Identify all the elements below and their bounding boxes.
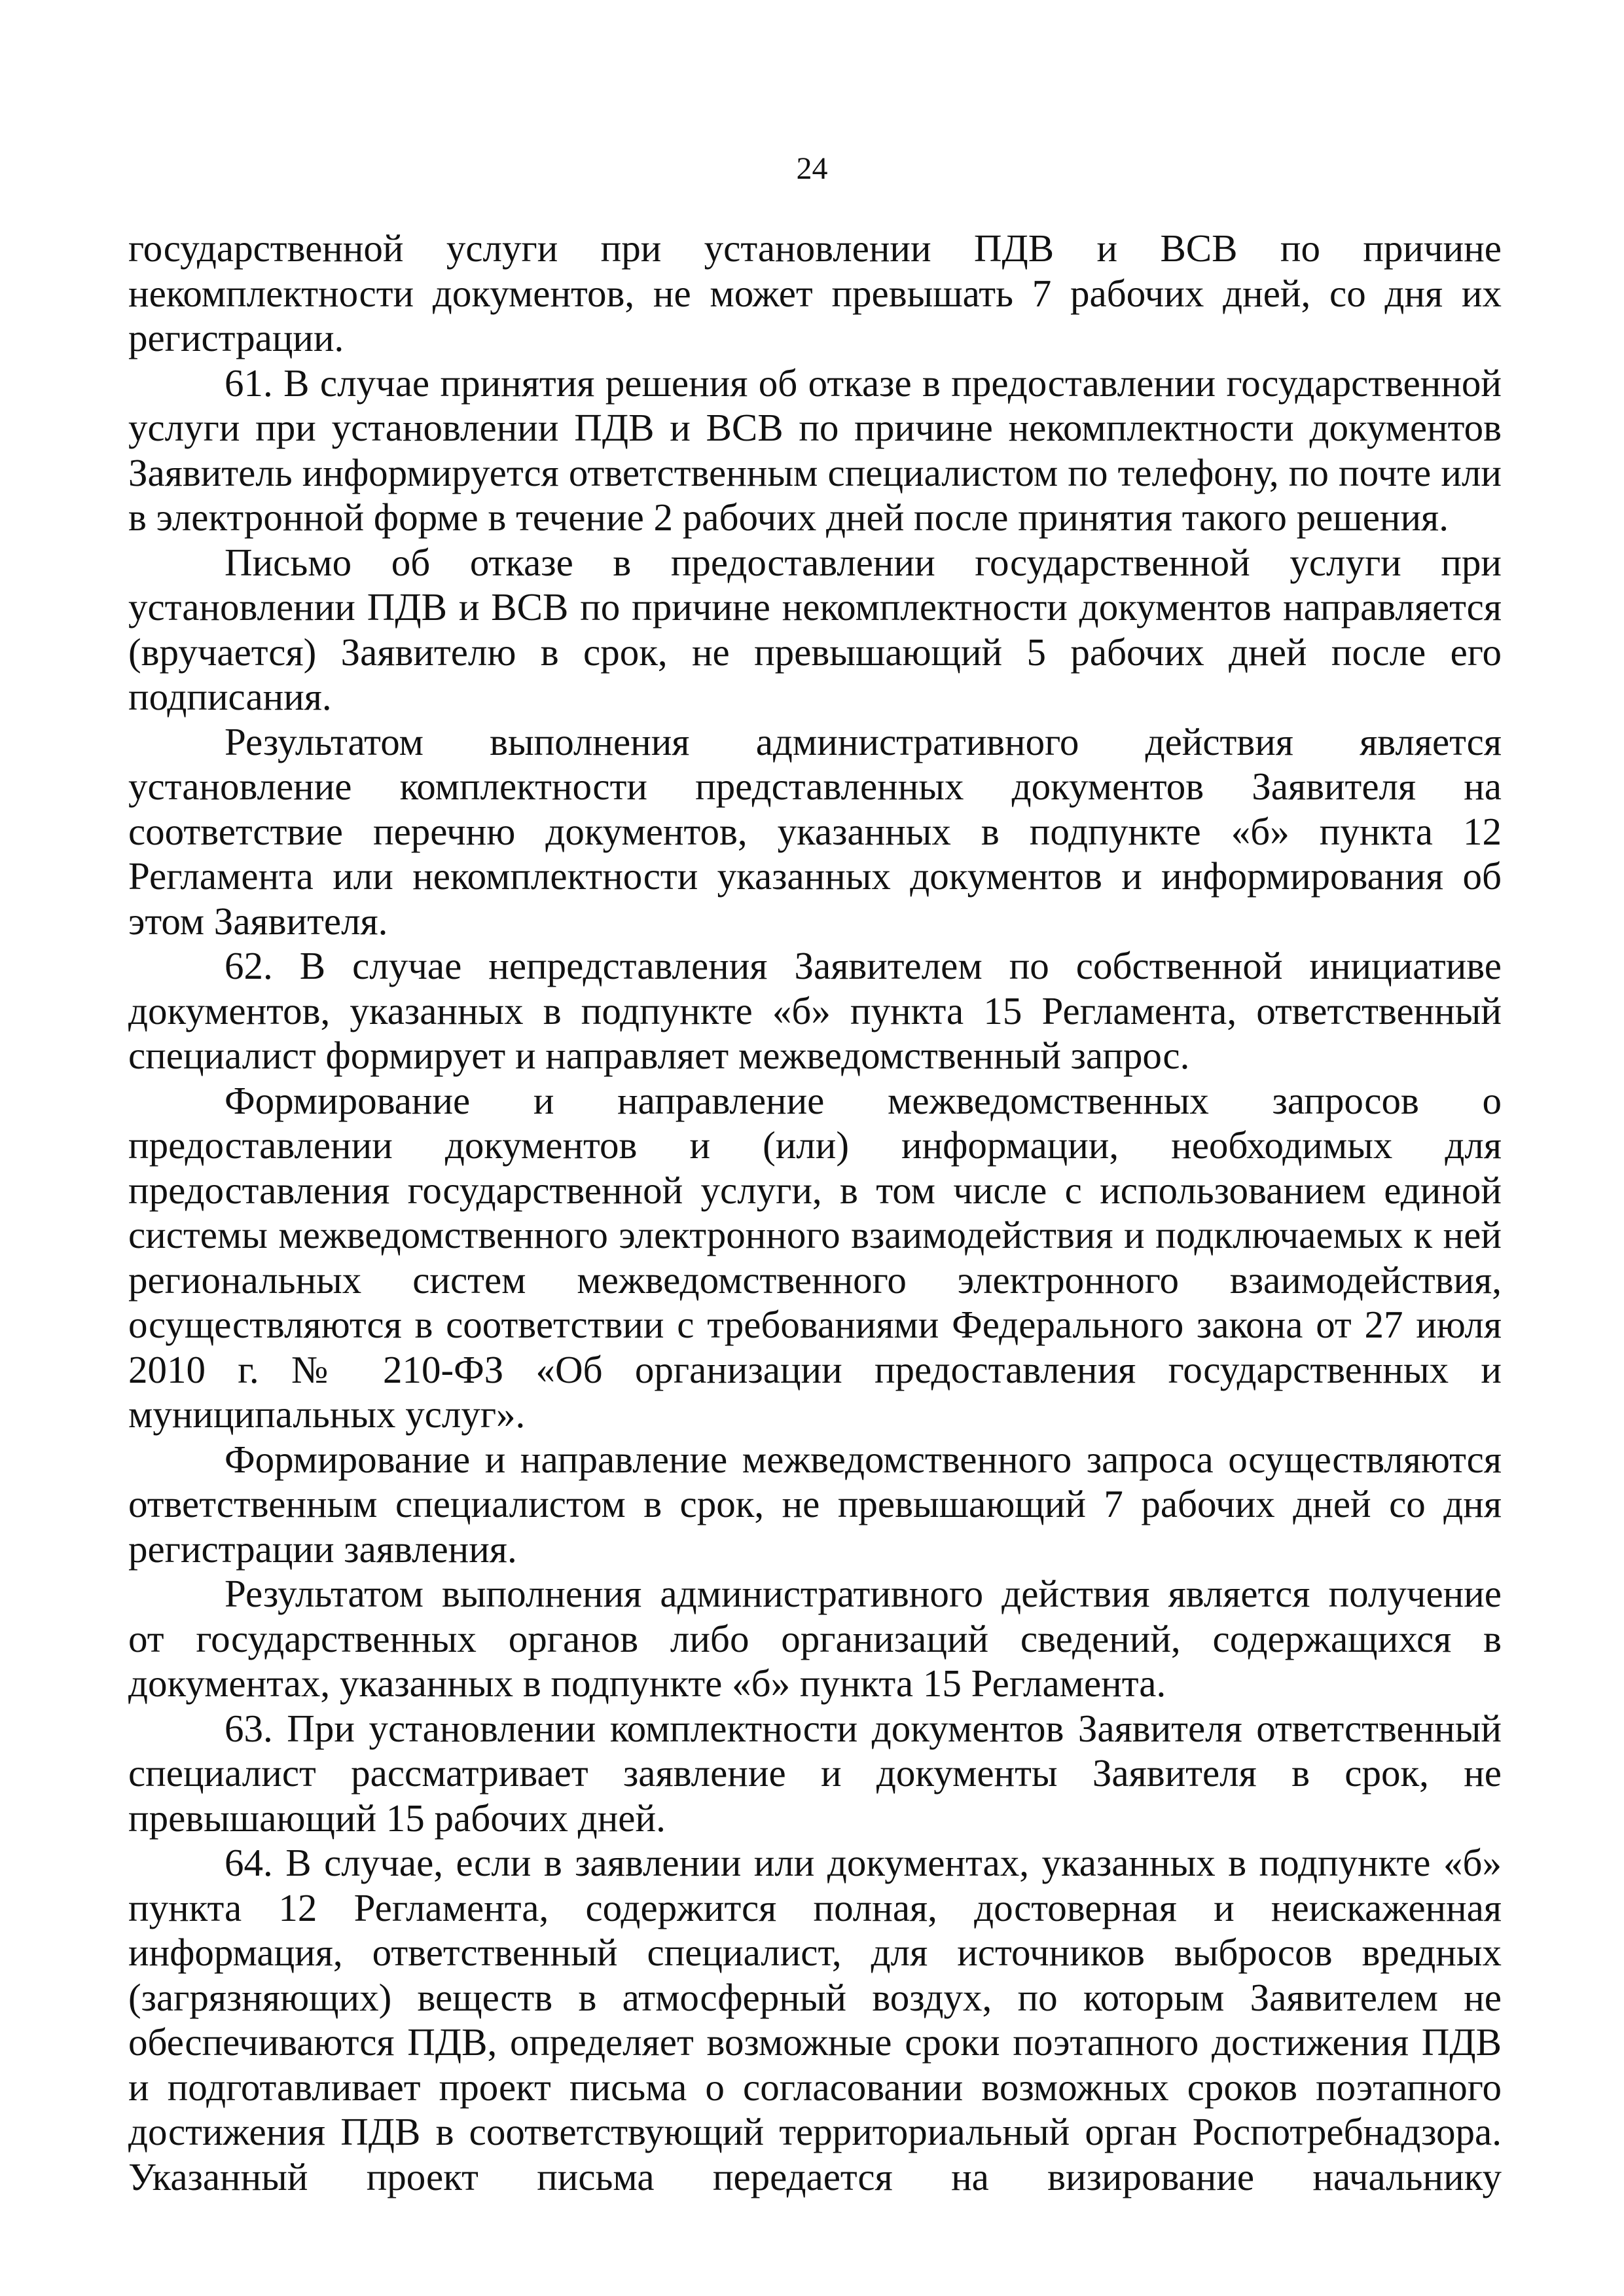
paragraph-interagency-requests: Формирование и направление межведомственных запросов о предоставлении документов и (или) информации, необходимых для предоставления государственной услуги, в том числе с использованием единой системы межведомственного электронного взаимодействия и подключаемых к ней региональных систем межведомственного электронного взаимодействия, осуществляются в соответствии с требованиями Федерального закона от 27 июля 2010 г. № 210-ФЗ «Об организации предоставления государственных и муниципальных услуг».	[128, 1078, 1502, 1436]
paragraph-64: 64. В случае, если в заявлении или документах, указанных в подпункте «б» пункта 12 Регламента, содержится полная, достоверная и неискаженная информация, ответственный специалист, для источников выбросов вредных (загрязняющих) веществ в атмосферный воздух, по которым Заявителем не обеспечиваются ПДВ, определяет возможные сроки поэтапного достижения ПДВ и подготавливает проект письма о согласовании возможных сроков поэтапного достижения ПДВ в соответствующий территориальный орган Роспотребнадзора. Указанный проект письма передается на визирование начальнику	[128, 1841, 1502, 2198]
paragraph-continuation: государственной услуги при установлении ПДВ и ВСВ по причине некомплектности документов, не может превышать 7 рабочих дней, со дня их регистрации.	[128, 227, 1502, 359]
paragraph-request-deadline: Формирование и направление межведомственного запроса осуществляются ответственным специалистом в срок, не превышающий 7 рабочих дней со дня регистрации заявления.	[128, 1437, 1502, 1571]
paragraph-62: 62. В случае непредставления Заявителем по собственной инициативе документов, указанных в подпункте «б» пункта 15 Регламента, ответственный специалист формирует и направляет межведомственный запрос.	[128, 944, 1502, 1077]
paragraph-result-completeness: Результатом выполнения административного действия является установление комплектности представленных документов Заявителя на соответствие перечню документов, указанных в подпункте «б» пункта 12 Регламента или некомплектности указанных документов и информирования об этом Заявителя.	[128, 720, 1502, 943]
paragraph-61: 61. В случае принятия решения об отказе в предоставлении государственной услуги при установлении ПДВ и ВСВ по причине некомплектности документов Заявитель информируется ответственным специалистом по телефону, по почте или в электронной форме в течение 2 рабочих дней после принятия такого решения.	[128, 361, 1502, 539]
paragraph-result-information: Результатом выполнения административного действия является получение от государственных органов либо организаций сведений, содержащихся в документах, указанных в подпункте «б» пункта 15 Регламента.	[128, 1572, 1502, 1705]
page-number: 24	[796, 151, 828, 186]
document-body	[128, 226, 1502, 2199]
paragraph-63: 63. При установлении комплектности документов Заявителя ответственный специалист рассматривает заявление и документы Заявителя в срок, не превышающий 15 рабочих дней.	[128, 1706, 1502, 1840]
paragraph-refusal-letter: Письмо об отказе в предоставлении государственной услуги при установлении ПДВ и ВСВ по причине некомплектности документов направляется (вручается) Заявителю в срок, не превышающий 5 рабочих дней после его подписания.	[128, 540, 1502, 718]
